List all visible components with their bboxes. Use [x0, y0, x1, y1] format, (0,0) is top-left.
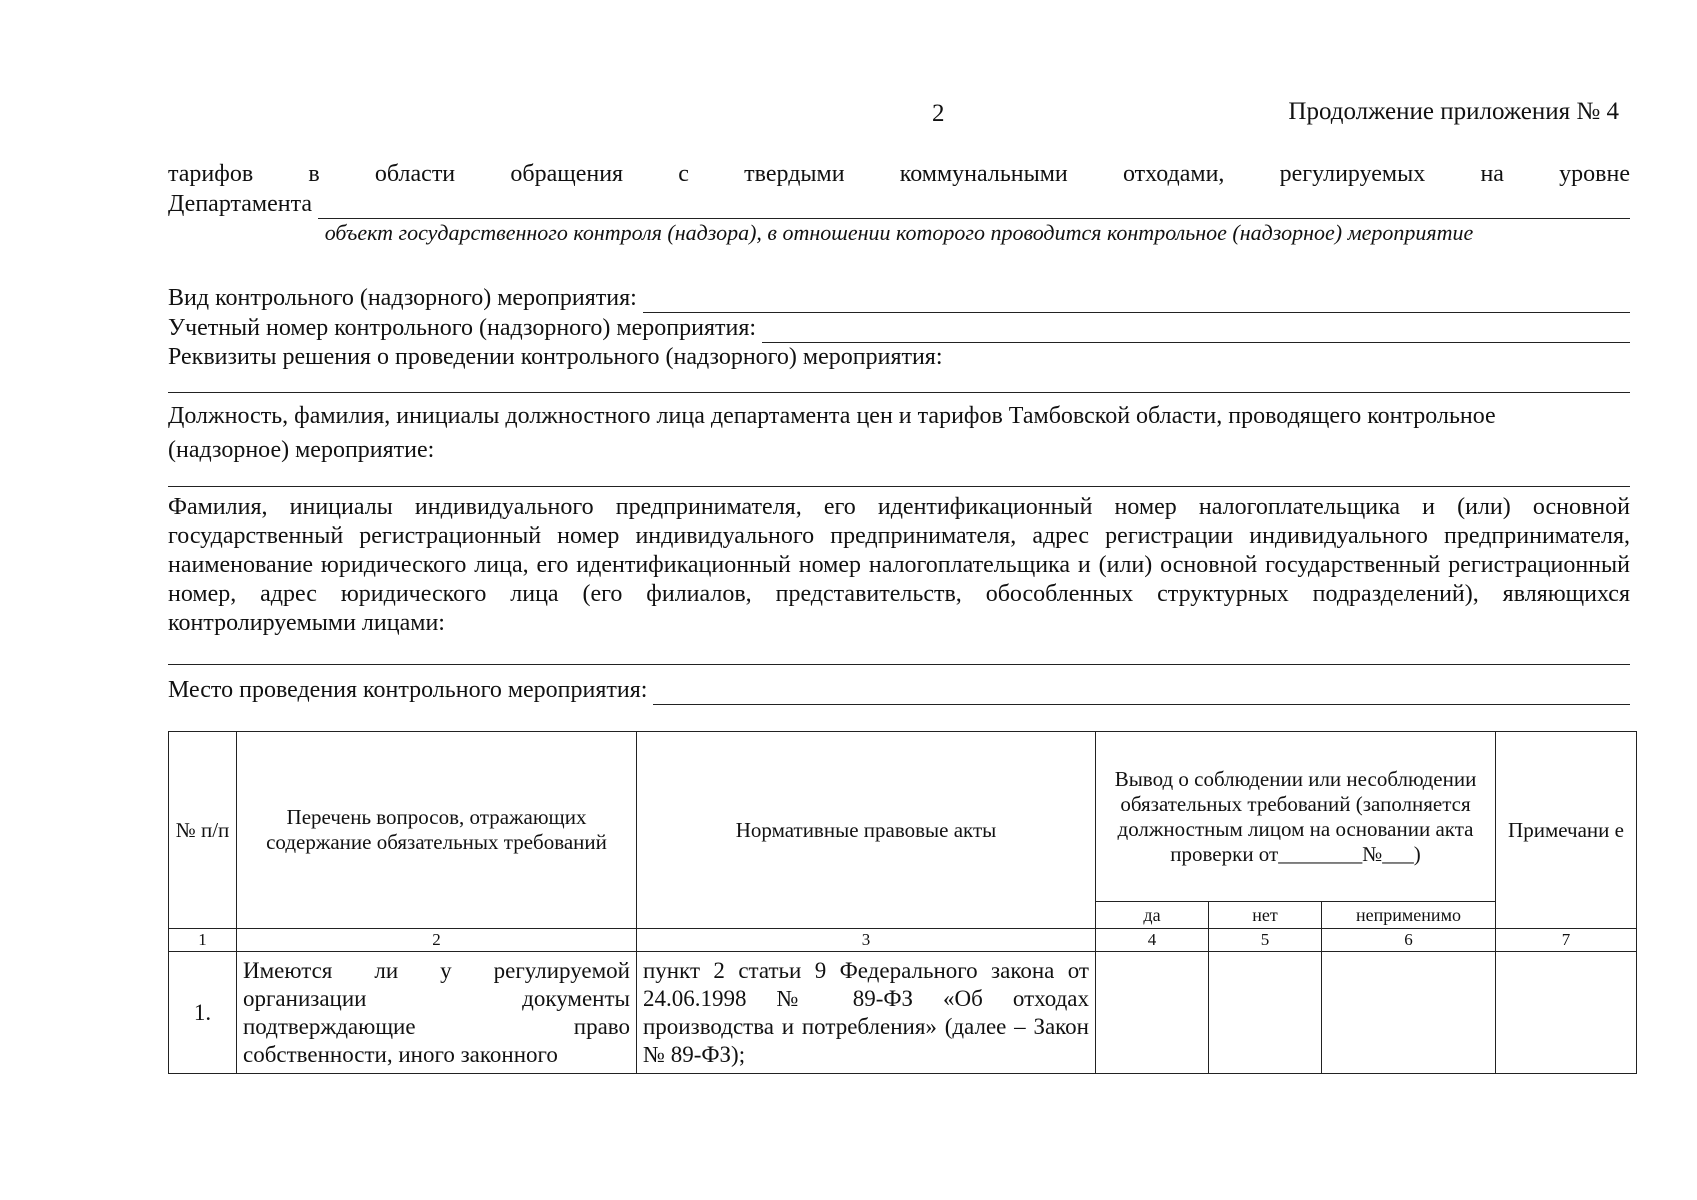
object-caption: объект государственного контроля (надзора), в отношении которого проводится контрольное (надзорное) мероприятие: [324, 220, 1474, 245]
header-questions: Перечень вопросов, отражающих содержание обязательных требований: [237, 732, 637, 929]
object-fill-line[interactable]: [318, 198, 1630, 219]
row-yes-cell[interactable]: [1096, 952, 1209, 1074]
field-account-number-label: Учетный номер контрольного (надзорного) мероприятия:: [168, 315, 757, 341]
row-num: 1.: [169, 952, 237, 1074]
field-account-number-line[interactable]: [762, 322, 1630, 343]
column-number: 7: [1496, 929, 1637, 952]
header-num: № п/п: [169, 732, 237, 929]
field-kind-line[interactable]: [643, 292, 1630, 313]
row-na-cell[interactable]: [1322, 952, 1496, 1074]
field-place-label: Место проведения контрольного мероприятия:: [168, 677, 648, 703]
object-line-1: тарифов в области обращения с твердыми коммунальными отходами, регулируемых на уровне: [168, 161, 1630, 187]
object-line-2: [168, 190, 1630, 219]
field-kind: [168, 284, 1630, 313]
header-note: Примечани е: [1496, 732, 1637, 929]
header-no: нет: [1209, 902, 1322, 929]
row-question: Имеются ли у регулируемой организации документы подтверждающие право собственности, иного законного: [237, 952, 637, 1074]
field-official-line-2: (надзорное) мероприятие:: [168, 437, 435, 463]
field-decision-label: Реквизиты решения о проведении контрольного (надзорного) мероприятия:: [168, 344, 943, 370]
header-conclusion: Вывод о соблюдении или несоблюдении обязательных требований (заполняется должностным лицом на основании акта проверки от________№___): [1096, 732, 1496, 902]
column-number: 6: [1322, 929, 1496, 952]
column-number: 3: [637, 929, 1096, 952]
field-decision-line[interactable]: [168, 392, 1630, 393]
column-number: 2: [237, 929, 637, 952]
field-official-line[interactable]: [168, 486, 1630, 487]
field-entity-line[interactable]: [168, 664, 1630, 665]
field-account-number: [168, 314, 1630, 343]
header-acts: Нормативные правовые акты: [637, 732, 1096, 929]
field-entity-label: Фамилия, инициалы индивидуального предпринимателя, его идентификационный номер налогоплательщика и (или) основной государственный регистрационный номер индивидуального предпринимателя, адрес регистрации индивидуального предпринимателя, наименование юридического лица, его идентификационный номер налогоплательщика и (или) основной государственный регистрационный номер, адрес юридического лица (его филиалов, представительств, обособленных структурных подразделений), являющихся контролируемыми лицами:: [168, 494, 1630, 636]
row-note-cell[interactable]: [1496, 952, 1637, 1074]
column-number: 4: [1096, 929, 1209, 952]
appendix-continuation-label: Продолжение приложения № 4: [1288, 98, 1619, 125]
checklist-table: [168, 731, 1637, 1074]
field-kind-label: Вид контрольного (надзорного) мероприятия:: [168, 285, 637, 311]
header-yes: да: [1096, 902, 1209, 929]
field-official-line-1: Должность, фамилия, инициалы должностного лица департамента цен и тарифов Тамбовской области, проводящего контрольное: [168, 403, 1496, 429]
page-number: 2: [932, 100, 945, 127]
field-place-line[interactable]: [653, 684, 1630, 705]
column-number: 1: [169, 929, 237, 952]
object-line-2-text: Департамента: [168, 191, 313, 217]
row-no-cell[interactable]: [1209, 952, 1322, 1074]
field-place: [168, 676, 1630, 705]
header-na: неприменимо: [1322, 902, 1496, 929]
column-number: 5: [1209, 929, 1322, 952]
table-row: [169, 952, 1637, 1074]
row-act: пункт 2 статьи 9 Федерального закона от 24.06.1998 № 89-ФЗ «Об отходах производства и потребления» (далее – Закон № 89-ФЗ);: [637, 952, 1096, 1074]
